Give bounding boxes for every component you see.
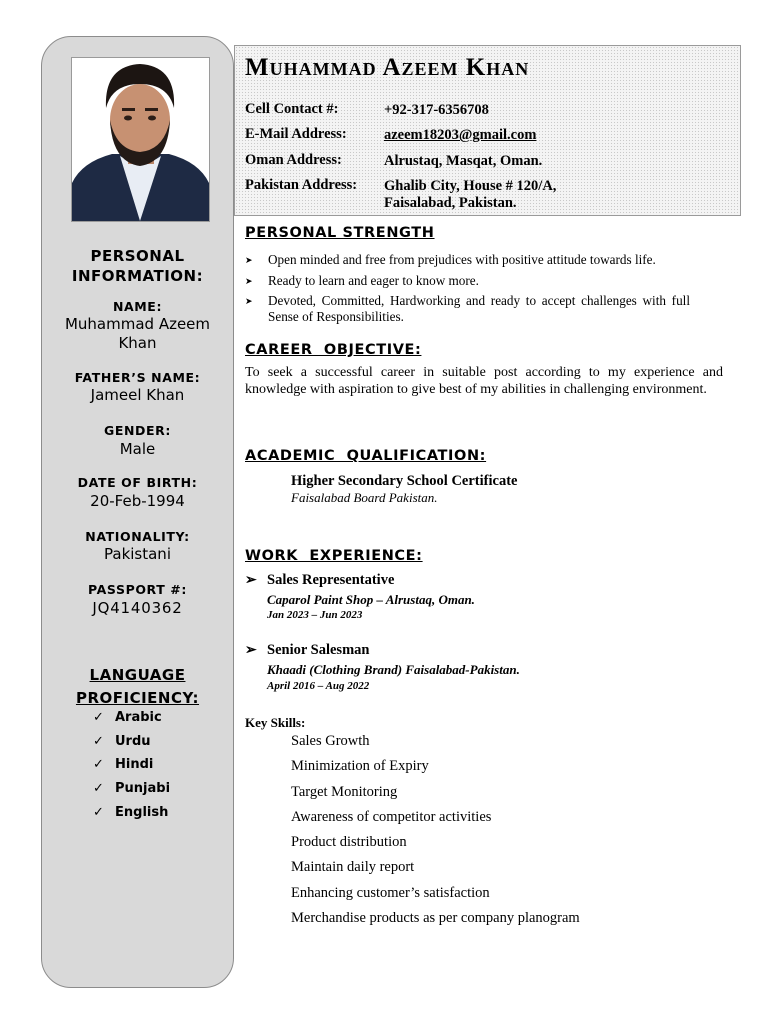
job-dates: Jan 2023 – Jun 2023 [267,609,363,621]
oman-address-label: Oman Address: [245,152,342,168]
strength-text: Ready to learn and eager to know more. [268,272,479,288]
skill-item: Target Monitoring [291,783,398,800]
job-arrow-icon: ➢ [245,573,257,588]
name-value-line2: Khan [118,334,157,352]
qualification-board: Faisalabad Board Pakistan. [291,490,438,505]
skill-item: Maintain daily report [291,859,415,876]
profile-photo [71,57,210,222]
checkmark-icon: ✓ [93,733,104,749]
language-name: Urdu [115,733,151,749]
language-name: Hindi [115,757,154,773]
pakistan-address-line2: Faisalabad, Pakistan. [384,195,517,211]
personal-info-sidebar [41,36,234,988]
skill-item: Merchandise products as per company planogram [291,910,580,927]
checkmark-icon: ✓ [93,710,104,726]
personal-info-heading-line1: PERSONAL [90,247,185,265]
job-title: Sales Representative [267,572,395,588]
career-objective-text: To seek a successful career in suitable post according to my experience and knowledge with aspiration to give best of my abilities in challenging environment. [245,365,723,397]
strength-item [245,293,690,324]
checkmark-icon: ✓ [93,804,104,820]
language-item [93,753,170,777]
contact-header [234,45,741,216]
job-arrow-icon: ➢ [245,643,257,658]
language-name: English [115,804,169,820]
language-item [93,800,170,824]
key-skills-list [291,731,580,933]
language-heading-line1: LANGUAGE [89,666,186,684]
personal-strength-heading: PERSONAL STRENGTH [245,225,435,241]
language-item [93,730,170,754]
passport-value: JQ4140362 [92,599,183,617]
strength-text: Devoted, Committed, Hardworking and ready to accept challenges with full Sense of Responsibilities. [268,293,690,324]
language-heading-line2: PROFICIENCY: [75,689,200,707]
pakistan-address-line1: Ghalib City, House # 120/A, [384,178,557,194]
work-experience-heading: WORK EXPERIENCE: [245,548,423,564]
strength-text: Open minded and free from prejudices with positive attitude towards life. [268,252,656,267]
dob-value: 20-Feb-1994 [90,492,185,510]
language-item [93,706,170,730]
oman-address-value: Alrustaq, Masqat, Oman. [384,153,543,169]
skill-item: Product distribution [291,834,407,851]
candidate-name: Muhammad Azeem Khan [245,54,530,81]
nationality-label: NATIONALITY: [85,529,190,544]
email-link[interactable]: azeem18203@gmail.com [384,127,537,143]
language-name: Arabic [115,710,162,726]
nationality-value: Pakistani [104,545,171,563]
language-item [93,777,170,801]
job-company: Khaadi (Clothing Brand) Faisalabad-Pakistan. [267,662,520,677]
language-name: Punjabi [115,781,171,797]
pakistan-address-label: Pakistan Address: [245,177,358,193]
skill-item: Enhancing customer’s satisfaction [291,884,490,901]
passport-label: PASSPORT #: [88,582,187,597]
name-label: NAME: [112,299,163,314]
language-list [93,706,170,824]
father-name-label: FATHER’S NAME: [74,370,201,385]
job-company: Caparol Paint Shop – Alrustaq, Oman. [267,592,475,607]
gender-label: GENDER: [104,423,171,438]
email-label: E-Mail Address: [245,126,347,142]
cell-contact-label: Cell Contact #: [245,101,339,117]
career-objective-heading: CAREER OBJECTIVE: [245,342,422,358]
job-dates: April 2016 – Aug 2022 [267,680,370,692]
bullet-arrow-icon: ➤ [245,255,253,265]
skill-item: Sales Growth [291,733,370,749]
academic-qualification-heading: ACADEMIC QUALIFICATION: [245,448,487,464]
skill-item: Awareness of competitor activities [291,808,492,825]
bullet-arrow-icon: ➤ [245,296,253,306]
strength-list [245,252,690,329]
strength-item [245,252,690,268]
checkmark-icon: ✓ [93,781,104,797]
name-value-line1: Muhammad Azeem [64,315,211,333]
bullet-arrow-icon: ➤ [245,275,253,286]
personal-info-heading-line2: INFORMATION: [71,267,204,285]
cell-contact-value: +92-317-6356708 [384,102,489,118]
checkmark-icon: ✓ [93,757,104,773]
qualification-title: Higher Secondary School Certificate [291,473,518,489]
dob-label: DATE OF BIRTH: [77,475,198,490]
strength-item [245,273,690,289]
skill-item: Minimization of Expiry [291,758,429,775]
job-title: Senior Salesman [267,642,370,658]
key-skills-label: Key Skills: [245,715,306,730]
gender-value: Male [119,440,156,458]
father-name-value: Jameel Khan [90,386,185,404]
